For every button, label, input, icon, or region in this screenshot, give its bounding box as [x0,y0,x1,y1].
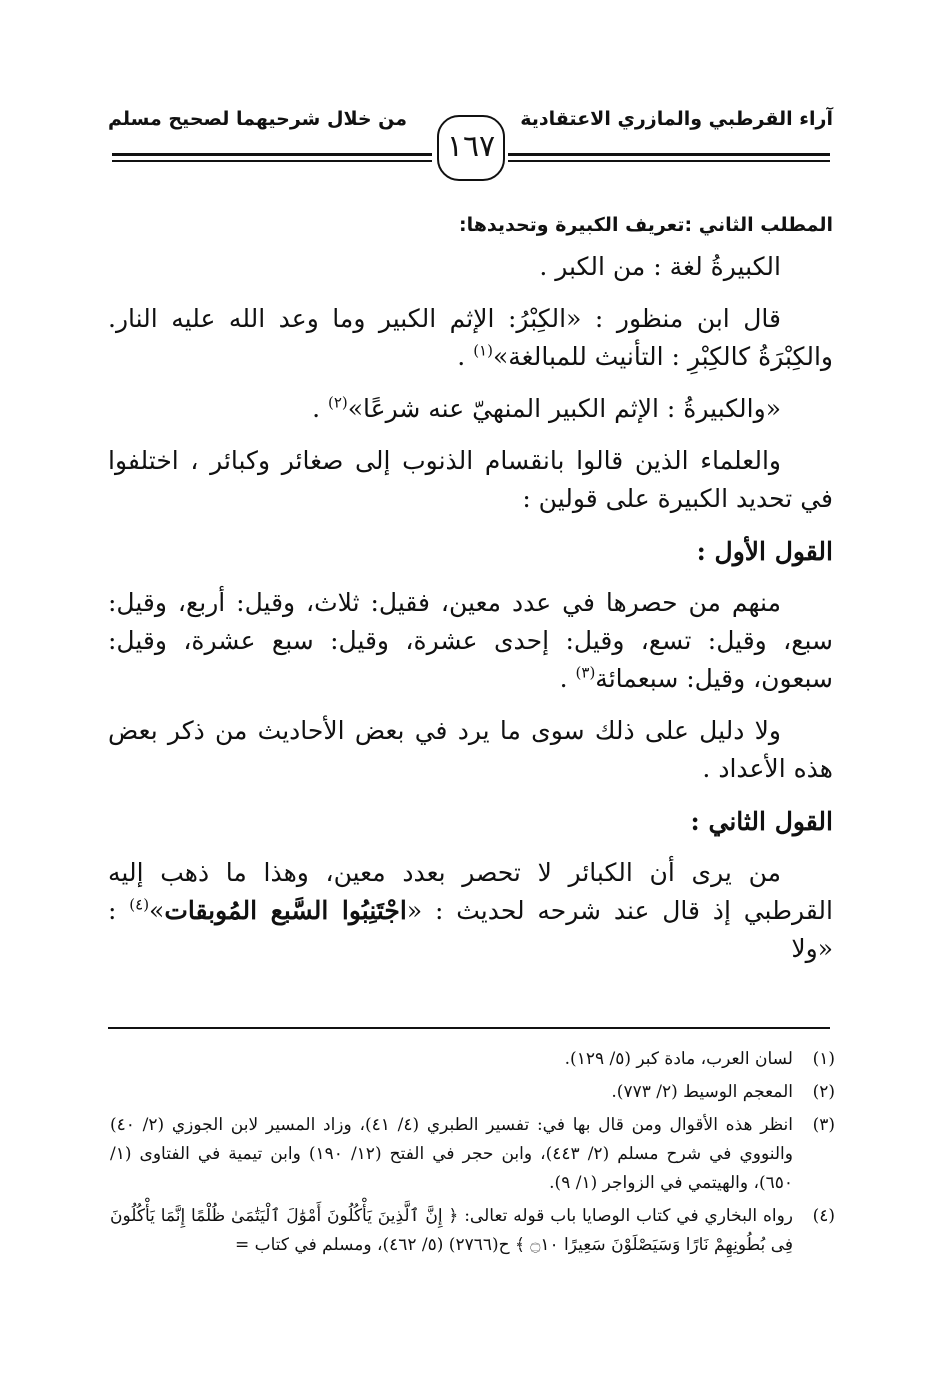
paragraph-text: قال ابن منظور : «الكِبْرُ: الإثم الكبير وما وعد الله عليه النار. والكِبْرَةُ كالكِبْرِ : التأنيث للمبالغة» [108,304,833,371]
footnote-item [110,1045,835,1074]
header-rule-left [112,153,432,165]
footnote-number: (٢) [812,1082,835,1102]
quran-verse: إِنَّ ٱلَّذِينَ يَأْكُلُونَ أَمْوَٰلَ ٱلْيَتَٰمَىٰ ظُلْمًا إِنَّمَا يَأْكُلُونَ فِى بُطُونِهِمْ نَارًا وَسَيَصْلَوْنَ سَعِيرًا ۝١٠ [110,1206,793,1255]
paragraph-text: والعلماء الذين قالوا بانقسام الذنوب إلى صغائر وكبائر ، اختلفوا في تحديد الكبيرة على قولين : [108,446,833,513]
footnote-number: (٤) [812,1206,835,1226]
paragraph-definition-lugha [108,248,833,286]
paragraph-wasit [108,390,833,428]
running-title-right: آراء القرطبي والمازري الاعتقادية [520,108,833,130]
footnote-ref[interactable]: (١) [473,341,493,360]
paragraph-ulama [108,442,833,518]
footnote-separator [108,1027,830,1029]
paragraph-text: : «ولا [108,896,833,963]
footnote-ref[interactable]: (٢) [327,393,348,412]
footnote-text-part: رواه البخاري في كتاب الوصايا باب قوله تعالى: ﴿ [448,1206,793,1226]
footnote-number: (١) [812,1049,835,1069]
paragraph-text: . [559,664,576,693]
paragraph-text: ولا دليل على ذلك سوى ما يرد في بعض الأحاديث من ذكر بعض هذه الأعداد . [108,716,833,783]
footnote-item [110,1111,835,1198]
footnote-ref[interactable]: (٣) [575,663,596,682]
footnote-text: انظر هذه الأقوال ومن قال بها في: تفسير الطبري (٤/ ٤١)، وزاد المسير لابن الجوزي (٢/ ٤٠) والنووي في شرح مسلم (٢/ ٤٤٣)، وابن حجر في الفتح (١٢/ ١٩٠) وابن تيمية في الفتاوى (١/ ٦٥٠)، والهيتمي في الزواجر (١/ ٩). [110,1115,793,1193]
footnote-number: (٣) [812,1115,835,1135]
paragraph-first-opinion [108,584,833,698]
footnote-text-part: ﴾ ح(٢٧٦٦) (٥/ ٤٦٢)، ومسلم في كتاب = [234,1235,525,1255]
footnote-item [110,1202,835,1260]
footnote-text: لسان العرب، مادة كبر (٥/ ١٢٩). [564,1049,793,1069]
footnote-item [110,1078,835,1107]
paragraph-text: » [149,896,165,925]
paragraph-text: من يرى أن الكبائر لا تحصر بعدد معين، وهذا ما ذهب إليه القرطبي إذ قال عند شرحه لحديث : « [108,858,833,925]
paragraph-text: . [457,342,474,371]
page-number: ١٦٧ [437,115,505,181]
footnote-text: المعجم الوسيط (٢/ ٧٧٣). [611,1082,793,1102]
header-rule-right [508,153,830,165]
hadith-quote: اجْتَنِبُوا السَّبع المُوبقات [164,896,407,925]
paragraph-ibn-manzur [108,300,833,376]
footnotes [110,1045,835,1264]
paragraph-text: الكبيرةُ لغة : من الكبر . [539,252,781,281]
second-opinion-heading: القول الثاني : [690,807,833,836]
paragraph-text: . [312,394,328,423]
main-text [108,208,833,982]
paragraph-text: «والكبيرةُ : الإثم الكبير المنهيّ عنه شرعًا» [347,394,781,423]
paragraph-second-opinion [108,854,833,968]
footnote-ref[interactable]: (٤) [129,895,150,914]
footnote-text [110,1202,793,1260]
first-opinion-heading: القول الأول : [696,537,833,566]
paragraph-no-evidence [108,712,833,788]
running-title-left: من خلال شرحيهما لصحيح مسلم [108,108,408,130]
section-title: المطلب الثاني :تعريف الكبيرة وتحديدها: [458,214,833,236]
paragraph-text: منهم من حصرها في عدد معين، فقيل: ثلاث، وقيل: أربع، وقيل: سبع، وقيل: تسع، وقيل: إحدى عشرة، وقيل: سبع عشرة، وقيل: سبعون، وقيل: سبعمائة [108,588,833,693]
